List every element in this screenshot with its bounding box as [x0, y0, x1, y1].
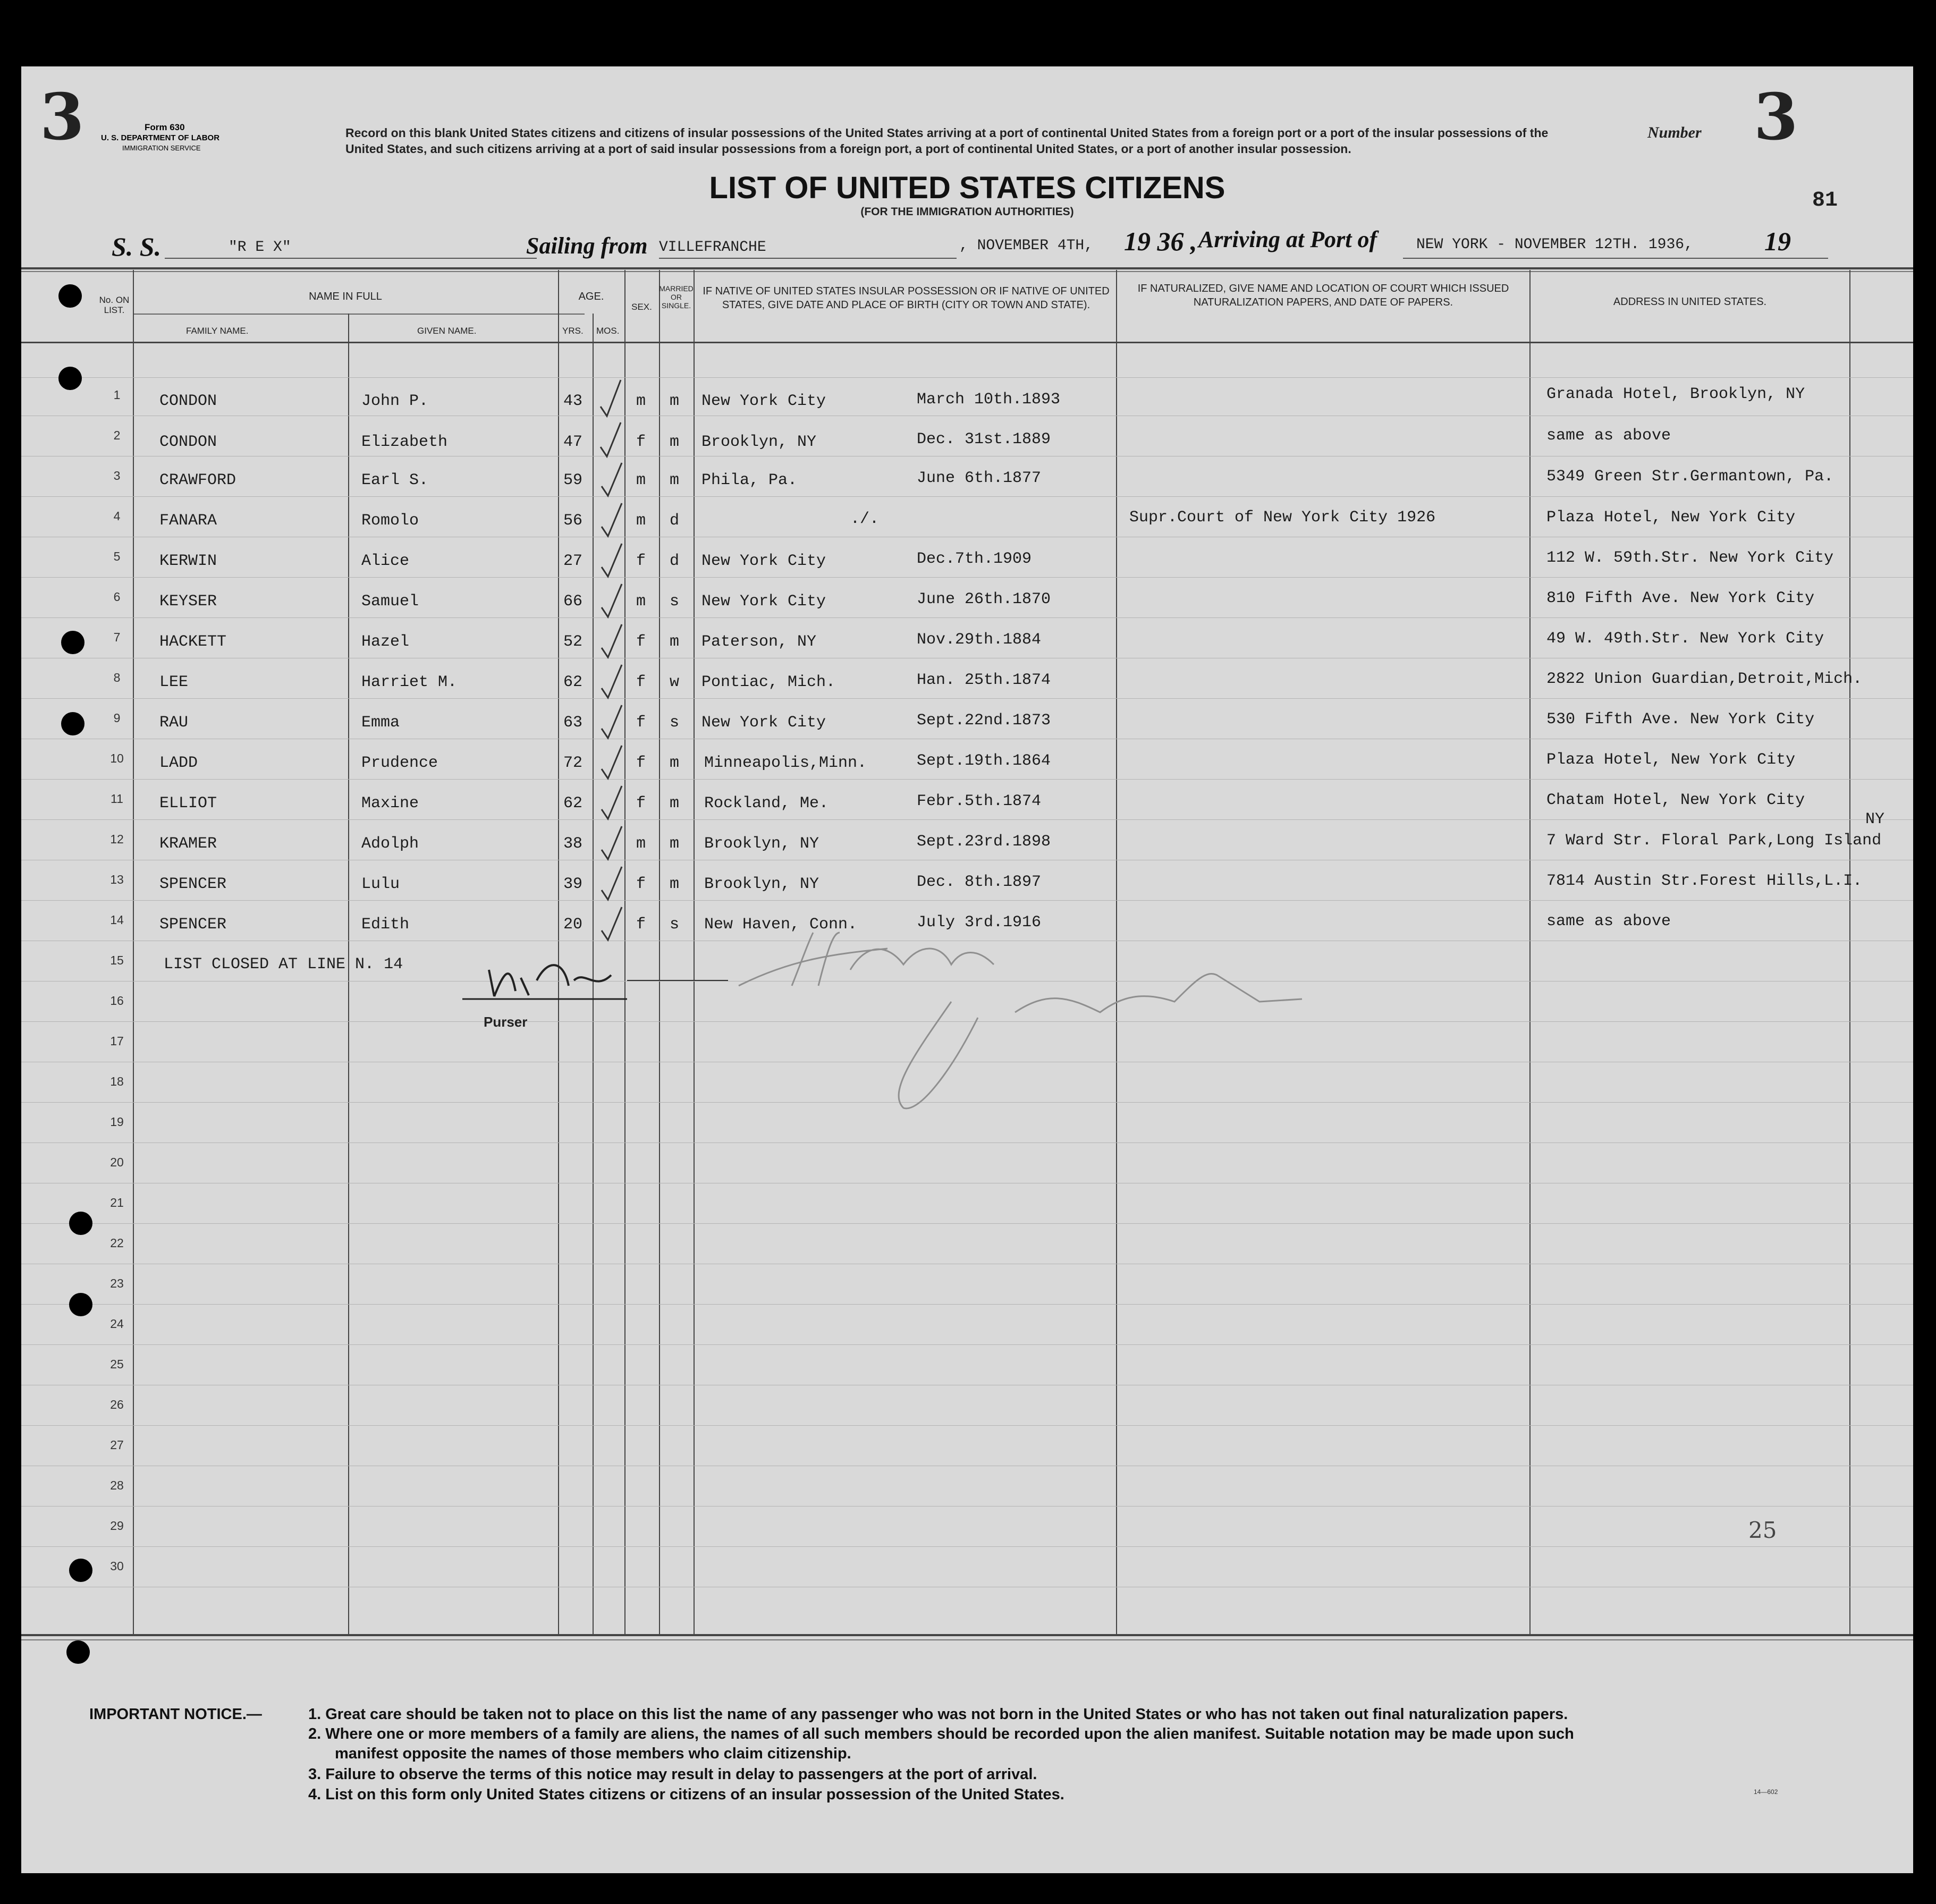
sex: f — [636, 552, 646, 570]
birth-date: June 26th.1870 — [917, 590, 1051, 608]
given-name: Samuel — [361, 593, 419, 611]
age-yrs: 43 — [563, 392, 583, 410]
inspector-signature — [728, 911, 1313, 1113]
birth-date: June 6th.1877 — [917, 469, 1042, 487]
birth-date: Dec. 8th.1897 — [917, 873, 1042, 891]
row-number: 4 — [113, 509, 121, 523]
row-number: 13 — [110, 873, 124, 886]
family-name: RAU — [159, 714, 189, 732]
age-yrs: 59 — [563, 471, 583, 489]
birth-date: March 10th.1893 — [917, 391, 1061, 409]
birth-date: Sept.19th.1864 — [917, 752, 1051, 770]
age-yrs: 20 — [563, 916, 583, 934]
row-number: 22 — [110, 1236, 124, 1250]
departure-date: , NOVEMBER 4TH, — [959, 238, 1094, 254]
departure-year: 19 36 , — [1124, 226, 1197, 256]
binder-hole — [69, 1212, 92, 1235]
age-yrs: 62 — [563, 673, 583, 691]
naturalization: Supr.Court of New York City 1926 — [1129, 509, 1436, 527]
sex: m — [636, 392, 646, 410]
marital-status: m — [670, 754, 680, 772]
marital-status: s — [670, 714, 680, 732]
address: Granada Hotel, Brooklyn, NY — [1546, 385, 1805, 403]
sailing-from-label: Sailing from — [526, 233, 648, 259]
age-yrs: 47 — [563, 433, 583, 451]
row-number: 15 — [110, 953, 124, 967]
binder-hole — [61, 631, 84, 654]
departure-port: VILLEFRANCHE — [659, 239, 766, 256]
sex: f — [636, 875, 646, 893]
row-number: 9 — [113, 711, 121, 725]
given-name: Maxine — [361, 794, 419, 813]
row-number: 2 — [113, 428, 121, 442]
birth-place: Brooklyn, NY — [704, 835, 819, 853]
col-address-header: ADDRESS IN UNITED STATES. — [1613, 296, 1767, 308]
family-name: HACKETT — [159, 633, 227, 651]
family-name: KERWIN — [159, 552, 217, 570]
row-number: 24 — [110, 1317, 124, 1331]
row-number: 3 — [113, 469, 121, 483]
birth-place: New York City — [701, 392, 826, 410]
row-number: 11 — [111, 792, 123, 806]
marital-status: m — [670, 835, 680, 853]
birth-date: July 3rd.1916 — [917, 913, 1042, 932]
address: 7 Ward Str. Floral Park,Long Island — [1546, 832, 1882, 850]
binder-hole — [69, 1293, 92, 1316]
number-label: Number — [1647, 124, 1702, 141]
col-birth-header: IF NATIVE OF UNITED STATES INSULAR POSSESSION OR IF NATIVE OF UNITED STATES, GIVE DATE AND PLACE OF BIRTH (CITY OR TOWN AND STATE). — [703, 285, 1110, 311]
form-number: Form 630 — [145, 122, 185, 132]
marital-status: d — [670, 512, 680, 530]
address: 49 W. 49th.Str. New York City — [1546, 630, 1824, 648]
birth-place: Minneapolis,Minn. — [704, 754, 867, 772]
row-number: 5 — [113, 549, 121, 563]
birth-place: New Haven, Conn. — [704, 916, 858, 934]
given-name: Elizabeth — [361, 433, 448, 451]
arriving-label: Arriving at Port of — [1198, 226, 1377, 252]
birth-date: Dec.7th.1909 — [917, 550, 1032, 568]
row-number: 10 — [110, 751, 124, 765]
row-number: 23 — [110, 1276, 124, 1290]
row-number: 14 — [110, 913, 124, 927]
sheet-number-left: 3 — [40, 80, 84, 155]
col-name-header: NAME IN FULL — [309, 291, 382, 302]
binder-hole — [58, 367, 82, 390]
given-name: Adolph — [361, 835, 419, 853]
family-name: LADD — [159, 754, 198, 772]
arrival-year-blank: 19 — [1764, 226, 1791, 256]
marital-status: s — [670, 593, 680, 611]
address: 810 Fifth Ave. New York City — [1546, 589, 1815, 607]
binder-hole — [69, 1559, 92, 1582]
col-given-name-header: GIVEN NAME. — [417, 326, 477, 336]
sex: f — [636, 754, 646, 772]
birth-place: Pontiac, Mich. — [701, 673, 836, 691]
purser-signature — [441, 949, 739, 1007]
row-number: 29 — [110, 1519, 124, 1533]
sex: m — [636, 593, 646, 611]
sex: f — [636, 714, 646, 732]
sex: f — [636, 916, 646, 934]
sex: f — [636, 794, 646, 813]
birth-place: New York City — [701, 593, 826, 611]
given-name: Alice — [361, 552, 410, 570]
col-naturalized-header: IF NATURALIZED, GIVE NAME AND LOCATION OF COURT WHICH ISSUED NATURALIZATION PAPERS, AND DATE OF PAPERS. — [1137, 283, 1509, 308]
given-name: Lulu — [361, 875, 400, 893]
birth-place: ./. — [850, 510, 880, 528]
birth-date: Dec. 31st.1889 — [917, 430, 1051, 449]
row-number: 27 — [110, 1438, 124, 1452]
birth-place: Paterson, NY — [701, 633, 817, 651]
instructions-text: Record on this blank United States citizens and citizens of insular possessions of the United States arriving at a port of continental United States from a foreign port or a port of the insular possessions of the United States, and such citizens arriving at a port of said insular possessions from a foreign port, a port of continental United States, or a port of another insular possession. — [345, 126, 1549, 156]
printer-code: 14—602 — [1754, 1788, 1778, 1796]
list-closed-note: LIST CLOSED AT LINE N. 14 — [164, 955, 403, 974]
marital-status: m — [670, 392, 680, 410]
address: 530 Fifth Ave. New York City — [1546, 710, 1815, 729]
row-number: 30 — [110, 1559, 124, 1573]
age-yrs: 56 — [563, 512, 583, 530]
row-number: 19 — [110, 1115, 124, 1129]
age-yrs: 63 — [563, 714, 583, 732]
page-title: LIST OF UNITED STATES CITIZENS — [709, 171, 1225, 205]
age-yrs: 39 — [563, 875, 583, 893]
age-yrs: 52 — [563, 633, 583, 651]
given-name: Hazel — [361, 633, 410, 651]
given-name: Prudence — [361, 754, 438, 772]
row-number: 20 — [110, 1155, 124, 1169]
sex: m — [636, 835, 646, 853]
address: Plaza Hotel, New York City — [1546, 751, 1796, 769]
row-number: 17 — [110, 1034, 124, 1048]
given-name: Harriet M. — [361, 673, 458, 691]
marginal-count: 25 — [1748, 1517, 1777, 1543]
page-subtitle: (FOR THE IMMIGRATION AUTHORITIES) — [860, 206, 1074, 218]
family-name: KEYSER — [159, 593, 217, 611]
family-name: KRAMER — [159, 835, 217, 853]
given-name: Emma — [361, 714, 400, 732]
marital-status: m — [670, 875, 680, 893]
notice-item-continued: manifest opposite the names of those members who claim citizenship. — [335, 1745, 851, 1762]
sex: m — [636, 512, 646, 530]
binder-hole — [58, 284, 82, 308]
age-yrs: 66 — [563, 593, 583, 611]
row-number: 8 — [113, 671, 121, 684]
ss-label: S. S. — [112, 232, 162, 261]
given-name: Earl S. — [361, 471, 429, 489]
col-married-header: MARRIED OR SINGLE. — [659, 284, 694, 310]
row-number: 16 — [110, 994, 124, 1008]
sex: m — [636, 471, 646, 489]
address-note: NY — [1865, 810, 1885, 828]
age-yrs: 38 — [563, 835, 583, 853]
department: U. S. DEPARTMENT OF LABOR — [101, 133, 220, 142]
birth-date: Sept.22nd.1873 — [917, 712, 1051, 730]
col-no-header: No. ON LIST. — [99, 295, 130, 315]
notice-item: 4. List on this form only United States citizens or citizens of an insular possession of the United States. — [308, 1786, 1064, 1803]
row-number: 6 — [113, 590, 121, 604]
address: 7814 Austin Str.Forest Hills,L.I. — [1546, 872, 1863, 890]
family-name: FANARA — [159, 512, 217, 530]
notice-item: 1. Great care should be taken not to place on this list the name of any passenger who was not born in the United States or who has not taken out final naturalization papers. — [308, 1706, 1568, 1723]
family-name: CRAWFORD — [159, 471, 236, 489]
row-number: 26 — [110, 1398, 124, 1411]
birth-date: Han. 25th.1874 — [917, 671, 1051, 689]
notice-item: 3. Failure to observe the terms of this notice may result in delay to passengers at the port of arrival. — [308, 1766, 1037, 1783]
arrival-port: NEW YORK - NOVEMBER 12TH. 1936, — [1416, 236, 1693, 253]
marital-status: m — [670, 471, 680, 489]
binder-hole — [61, 712, 84, 735]
row-number: 12 — [110, 832, 124, 846]
family-name: SPENCER — [159, 916, 227, 934]
age-yrs: 62 — [563, 794, 583, 813]
marital-status: w — [670, 673, 680, 691]
address: Plaza Hotel, New York City — [1546, 509, 1796, 527]
sex: f — [636, 633, 646, 651]
col-sex-header: SEX. — [631, 302, 652, 312]
row-number: 7 — [113, 630, 121, 644]
family-name: LEE — [159, 673, 189, 691]
address: 5349 Green Str.Germantown, Pa. — [1546, 468, 1834, 486]
birth-date: Nov.29th.1884 — [917, 631, 1042, 649]
birth-date: Sept.23rd.1898 — [917, 833, 1051, 851]
col-mos-header: MOS. — [596, 326, 620, 336]
address: Chatam Hotel, New York City — [1546, 791, 1805, 809]
birth-place: Rockland, Me. — [704, 794, 829, 813]
family-name: CONDON — [159, 392, 217, 410]
col-yrs-header: YRS. — [562, 326, 584, 336]
service: IMMIGRATION SERVICE — [122, 144, 201, 152]
checkmarks — [595, 343, 659, 1002]
given-name: John P. — [361, 392, 429, 410]
ship-name: "R E X" — [229, 239, 291, 256]
age-yrs: 27 — [563, 552, 583, 570]
family-name: CONDON — [159, 433, 217, 451]
col-age-header: AGE. — [578, 291, 604, 302]
birth-place: New York City — [701, 714, 826, 732]
birth-place: New York City — [701, 552, 826, 570]
sheet-number-right: 3 — [1754, 80, 1798, 155]
row-number: 28 — [110, 1478, 124, 1492]
marital-status: d — [670, 552, 680, 570]
birth-place: Phila, Pa. — [701, 471, 798, 489]
birth-place: Brooklyn, NY — [701, 433, 817, 451]
marital-status: s — [670, 916, 680, 934]
given-name: Romolo — [361, 512, 419, 530]
family-name: ELLIOT — [159, 794, 217, 813]
marital-status: m — [670, 633, 680, 651]
address: same as above — [1546, 427, 1671, 445]
row-number: 18 — [110, 1074, 124, 1088]
manifest-sheet — [21, 66, 1913, 1873]
family-name: SPENCER — [159, 875, 227, 893]
marital-status: m — [670, 433, 680, 451]
sex: f — [636, 673, 646, 691]
purser-label: Purser — [484, 1014, 528, 1030]
row-number: 1 — [113, 388, 121, 402]
notice-heading: IMPORTANT NOTICE.— — [89, 1706, 262, 1723]
address: 112 W. 59th.Str. New York City — [1546, 549, 1834, 567]
notice-item: 2. Where one or more members of a family are aliens, the names of all such members should be recorded upon the alien manifest. Suitable notation may be made upon such — [308, 1725, 1574, 1742]
given-name: Edith — [361, 916, 410, 934]
sex: f — [636, 433, 646, 451]
row-number: 25 — [110, 1357, 124, 1371]
address: 2822 Union Guardian,Detroit,Mich. — [1546, 670, 1863, 688]
birth-place: Brooklyn, NY — [704, 875, 819, 893]
col-family-name-header: FAMILY NAME. — [186, 326, 249, 336]
address: same as above — [1546, 912, 1671, 930]
birth-date: Febr.5th.1874 — [917, 792, 1042, 810]
age-yrs: 72 — [563, 754, 583, 772]
binder-hole — [66, 1640, 90, 1664]
marital-status: m — [670, 794, 680, 813]
page-number: 81 — [1812, 189, 1838, 213]
row-number: 21 — [110, 1196, 124, 1209]
